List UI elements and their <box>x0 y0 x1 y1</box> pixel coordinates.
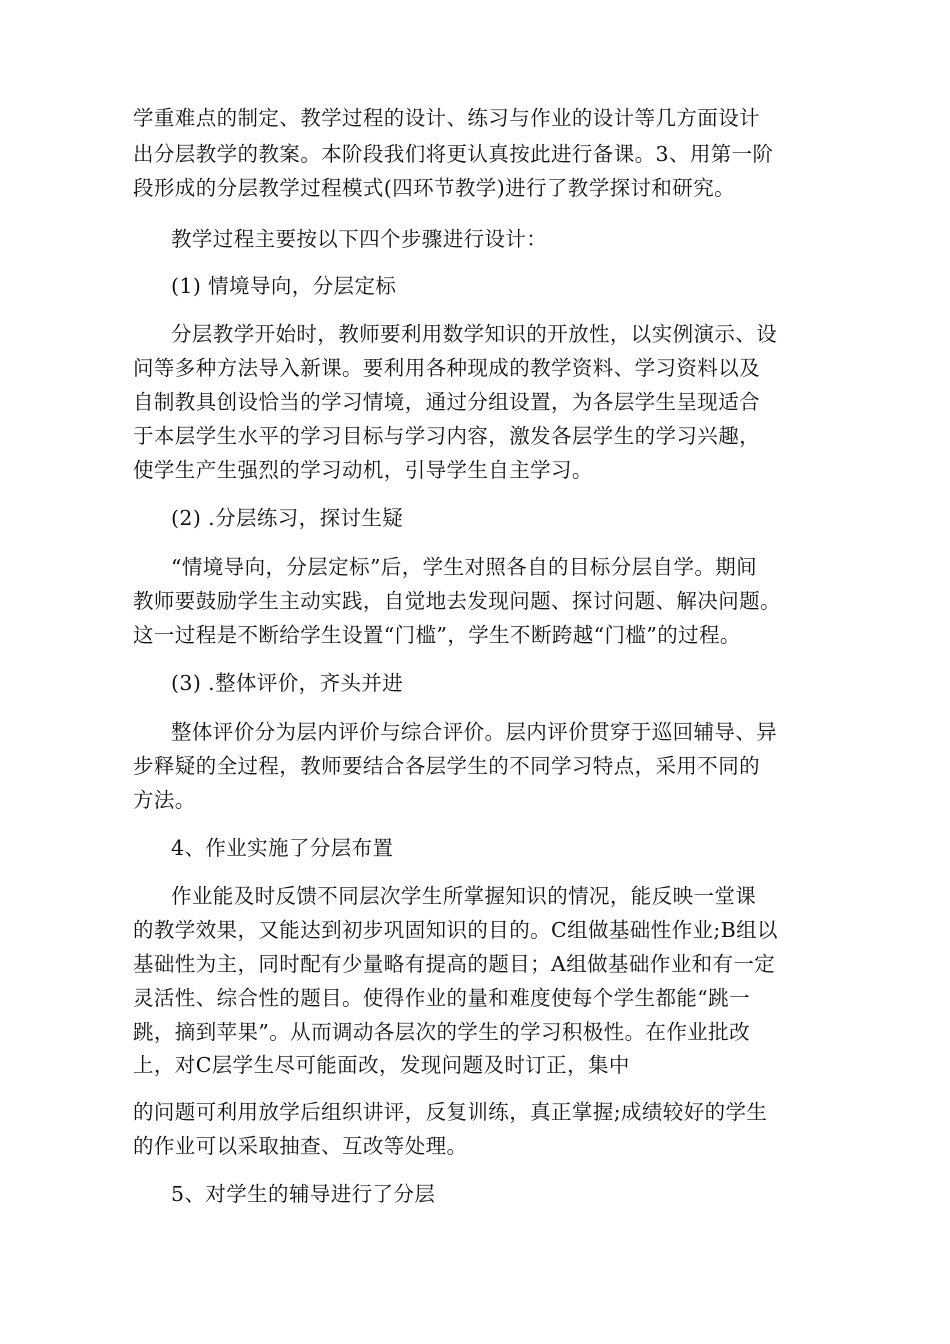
text-line: 教师要鼓励学生主动实践，自觉地去发现问题、探讨问题、解决问题。 <box>133 589 781 613</box>
text-line: 灵活性、综合性的题目。使得作业的量和难度使每个学生都能“跳一 <box>133 986 750 1010</box>
text-line: 于本层学生水平的学习目标与学习内容，激发各层学生的学习兴趣， <box>133 424 760 448</box>
text-line: 分层教学开始时，教师要利用数学知识的开放性，以实例演示、设 <box>171 322 778 346</box>
text-line: 学重难点的制定、教学过程的设计、练习与作业的设计等几方面设计 <box>133 106 760 130</box>
text-line: 步释疑的全过程，教师要结合各层学生的不同学习特点，采用不同的 <box>133 754 760 778</box>
text-line: 段形成的分层教学过程模式(四环节教学)进行了教学探讨和研究。 <box>133 176 735 200</box>
text-line: 跳，摘到苹果”。从而调动各层次的学生的学习积极性。在作业批改 <box>133 1020 750 1044</box>
section-heading: (2) .分层练习，探讨生疑 <box>171 506 404 530</box>
text-line: 这一过程是不断给学生设置“门槛”，学生不断跨越“门槛”的过程。 <box>133 623 741 647</box>
section-heading: (1) 情境导向，分层定标 <box>171 274 397 298</box>
section-heading: 4、作业实施了分层布置 <box>171 836 394 860</box>
section-heading: 5、对学生的辅导进行了分层 <box>171 1182 436 1206</box>
text-line: 上，对C层学生尽可能面改，发现问题及时订正，集中 <box>133 1053 630 1077</box>
text-line: 出分层教学的教案。本阶段我们将更认真按此进行备课。3、用第一阶 <box>133 142 774 166</box>
text-line: 方法。 <box>133 788 196 812</box>
text-line: 作业能及时反馈不同层次学生所掌握知识的情况，能反映一堂课 <box>171 884 757 908</box>
text-line: 使学生产生强烈的学习动机，引导学生自主学习。 <box>133 458 593 482</box>
text-line: 的作业可以采取抽查、互改等处理。 <box>133 1134 468 1158</box>
text-line: 整体评价分为层内评价与综合评价。层内评价贯穿于巡回辅导、异 <box>171 720 778 744</box>
text-line: “情境导向，分层定标”后，学生对照各自的目标分层自学。期间 <box>171 555 758 579</box>
text-line: 基础性为主，同时配有少量略有提高的题目；A组做基础作业和有一定 <box>133 952 776 976</box>
text-line: 教学过程主要按以下四个步骤进行设计： <box>171 227 548 251</box>
text-line: 问等多种方法导入新课。要利用各种现成的教学资料、学习资料以及 <box>133 356 760 380</box>
text-line: 的教学效果，又能达到初步巩固知识的目的。C组做基础性作业;B组以 <box>133 918 778 942</box>
section-heading: (3) .整体评价，齐头并进 <box>171 671 404 695</box>
text-line: 的问题可利用放学后组织讲评，反复训练，真正掌握;成绩较好的学生 <box>133 1100 768 1124</box>
text-line: 自制教具创设恰当的学习情境，通过分组设置，为各层学生呈现适合 <box>133 390 760 414</box>
